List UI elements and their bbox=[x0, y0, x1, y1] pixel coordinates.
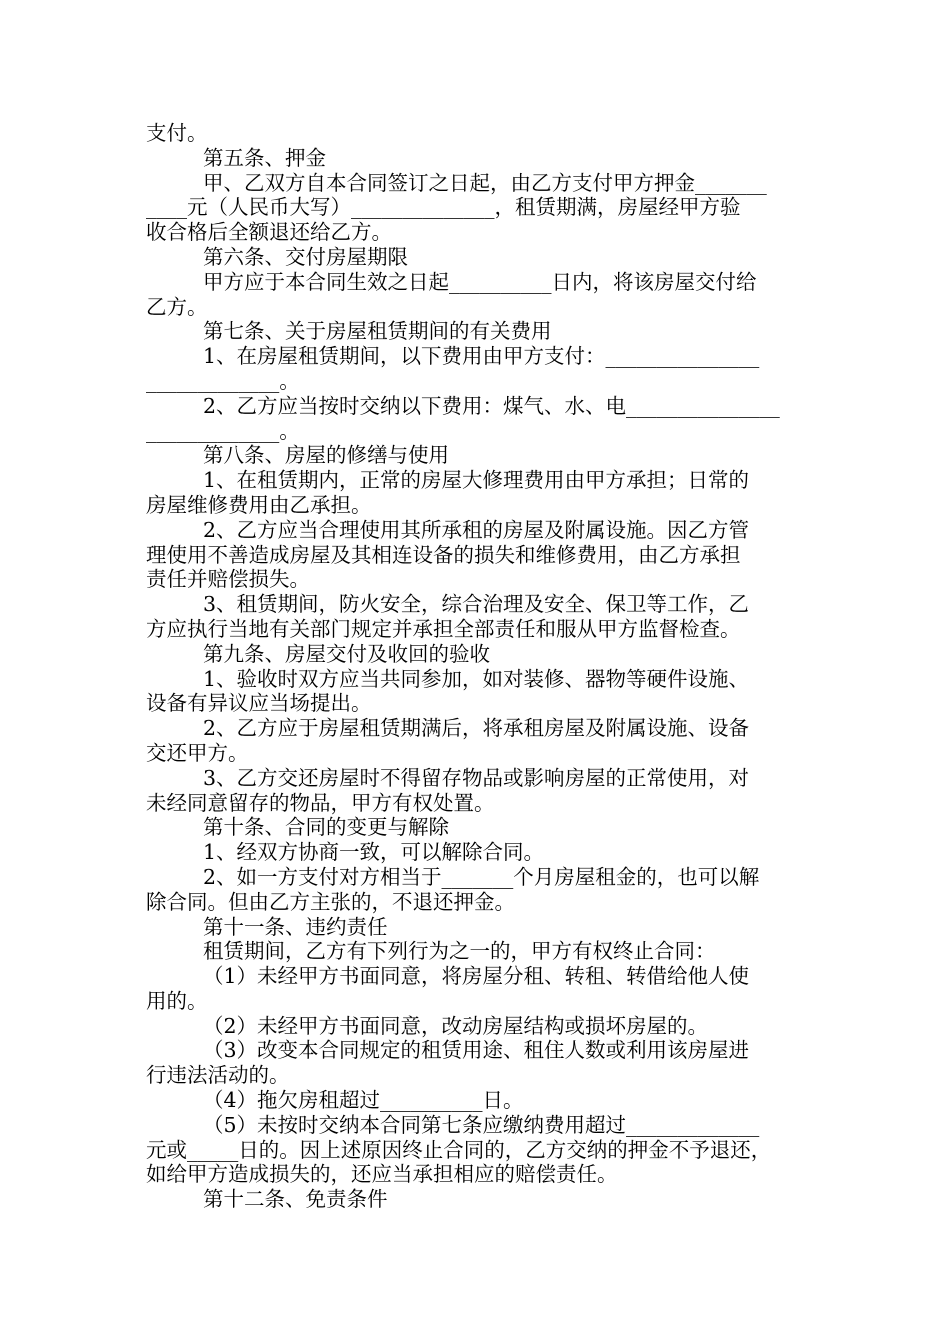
text-line: 支付。 bbox=[146, 121, 208, 145]
text-line: 房屋维修费用由乙承担。 bbox=[146, 492, 372, 517]
article-heading: 第六条、交付房屋期限 bbox=[203, 244, 408, 269]
text-line: （2）未经甲方书面同意，改动房屋结构或损坏房屋的。 bbox=[203, 1013, 709, 1038]
text-line: 3、乙方交还房屋时不得留存物品或影响房屋的正常使用，对 bbox=[203, 765, 750, 790]
text-line: 1、在租赁期内，正常的房屋大修理费用由甲方承担；日常的 bbox=[203, 468, 750, 493]
text-line: 租赁期间，乙方有下列行为之一的，甲方有权终止合同： bbox=[203, 939, 716, 964]
text-line: 甲方应于本合同生效之日起__________日内，将该房屋交付给 bbox=[203, 269, 757, 294]
text-line: _____________。 bbox=[146, 368, 300, 393]
text-line: 除合同。但由乙方主张的，不退还押金。 bbox=[146, 889, 515, 914]
text-line: 甲、乙双方自本合同签订之日起，由乙方支付甲方押金_______ bbox=[203, 170, 767, 195]
text-line: 用的。 bbox=[146, 988, 208, 1013]
text-line: 元或_____日的。因上述原因终止合同的，乙方交纳的押金不予退还， bbox=[146, 1137, 772, 1162]
text-line: （1）未经甲方书面同意，将房屋分租、转租、转借给他人使 bbox=[203, 964, 750, 989]
text-line: 交还甲方。 bbox=[146, 740, 249, 765]
text-line: 1、验收时双方应当共同参加，如对装修、器物等硬件设施、 bbox=[203, 666, 750, 691]
text-line: 行违法活动的。 bbox=[146, 1063, 290, 1088]
text-line: 未经同意留存的物品，甲方有权处置。 bbox=[146, 790, 495, 815]
text-line: _____________。 bbox=[146, 418, 300, 443]
text-line: 设备有异议应当场提出。 bbox=[146, 691, 372, 716]
article-heading: 第十一条、违约责任 bbox=[203, 914, 388, 939]
text-line: 责任并赔偿损失。 bbox=[146, 567, 310, 592]
text-line: 3、租赁期间，防火安全，综合治理及安全、保卫等工作，乙 bbox=[203, 592, 750, 617]
text-line: 2、乙方应当合理使用其所承租的房屋及附属设施。因乙方管 bbox=[203, 517, 750, 542]
text-line: 如给甲方造成损失的，还应当承担相应的赔偿责任。 bbox=[146, 1162, 618, 1187]
article-heading: 第七条、关于房屋租赁期间的有关费用 bbox=[203, 319, 552, 344]
contract-page bbox=[146, 121, 810, 1212]
article-heading: 第五条、押金 bbox=[203, 145, 326, 170]
text-line: 1、经双方协商一致，可以解除合同。 bbox=[203, 840, 545, 865]
article-heading: 第八条、房屋的修缮与使用 bbox=[203, 443, 449, 468]
text-line: 收合格后全额退还给乙方。 bbox=[146, 220, 392, 245]
text-line: （5）未按时交纳本合同第七条应缴纳费用超过_____________ bbox=[203, 1112, 760, 1137]
text-line: 2、如一方支付对方相当于_______个月房屋租金的，也可以解 bbox=[203, 864, 760, 889]
article-heading: 第十条、合同的变更与解除 bbox=[203, 815, 449, 840]
article-heading: 第九条、房屋交付及收回的验收 bbox=[203, 641, 490, 666]
text-line: 乙方。 bbox=[146, 294, 208, 319]
text-line: 方应执行当地有关部门规定并承担全部责任和服从甲方监督检查。 bbox=[146, 616, 741, 641]
text-line: （3）改变本合同规定的租赁用途、租住人数或利用该房屋进 bbox=[203, 1038, 750, 1063]
text-line: 理使用不善造成房屋及其相连设备的损失和维修费用，由乙方承担 bbox=[146, 542, 741, 567]
text-line: （4）拖欠房租超过__________日。 bbox=[203, 1088, 524, 1113]
text-line: 2、乙方应当按时交纳以下费用：煤气、水、电_______________ bbox=[203, 393, 780, 418]
article-heading: 第十二条、免责条件 bbox=[203, 1187, 388, 1212]
text-line: 2、乙方应于房屋租赁期满后，将承租房屋及附属设施、设备 bbox=[203, 716, 750, 741]
text-line: 1、在房屋租赁期间，以下费用由甲方支付：_______________ bbox=[203, 344, 760, 369]
text-line: ____元（人民币大写）______________，租赁期满，房屋经甲方验 bbox=[146, 195, 741, 220]
